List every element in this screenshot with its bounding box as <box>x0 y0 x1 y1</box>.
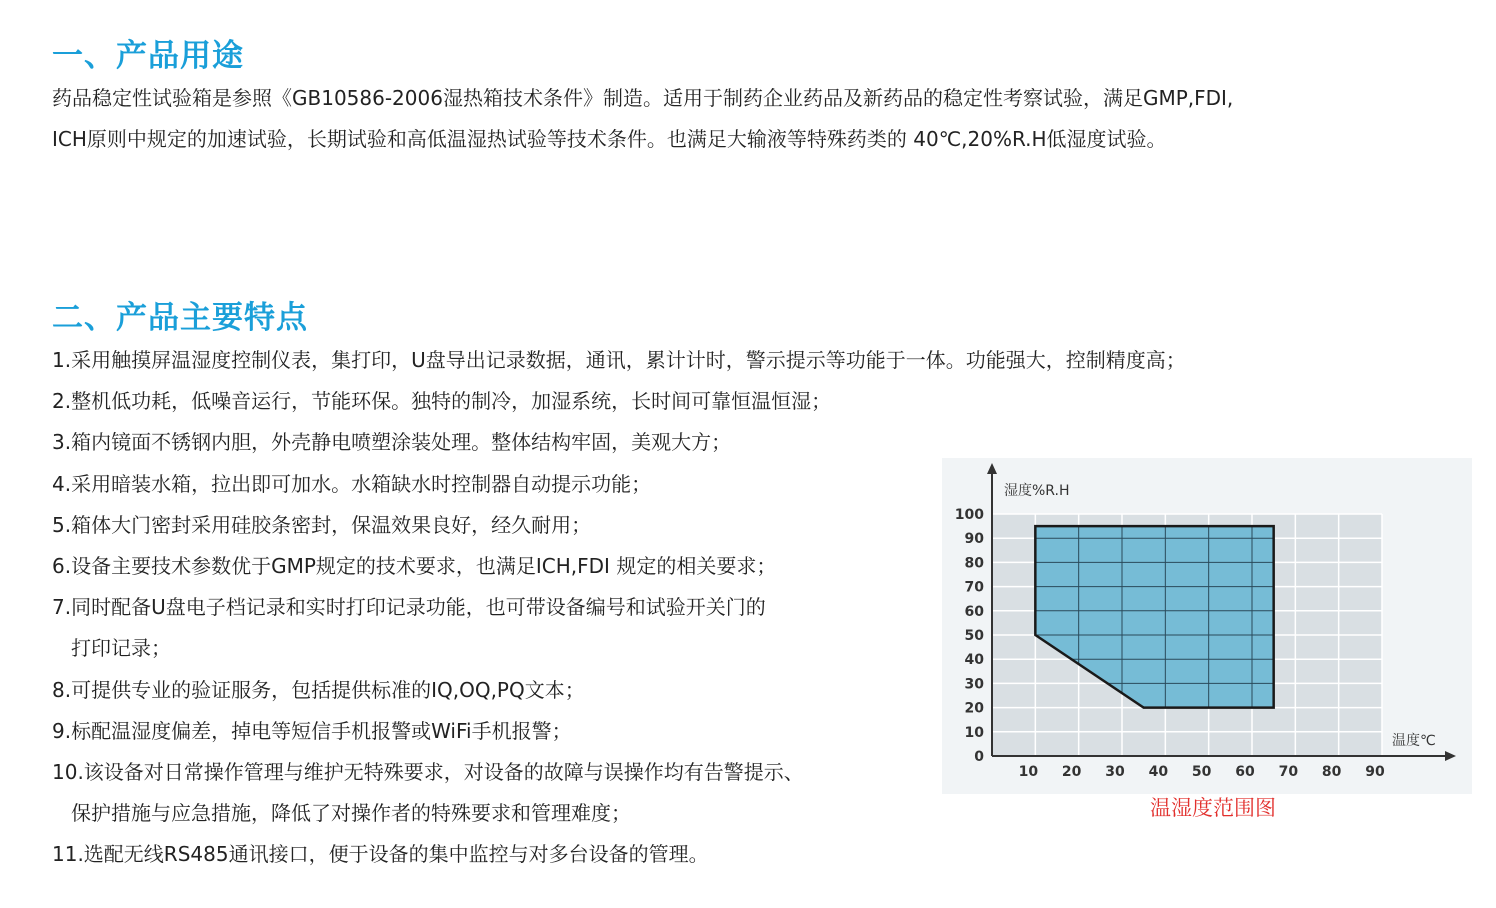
usage-paragraph <box>52 78 1452 160</box>
x-tick-label: 80 <box>1321 764 1342 780</box>
x-tick-label: 70 <box>1278 764 1299 780</box>
feature-line: 3.箱内镜面不锈钢内胆，外壳静电喷塑涂装处理。整体结构牢固，美观大方； <box>52 430 732 455</box>
x-axis-arrow <box>1445 751 1456 761</box>
feature-line: 保护措施与应急措施，降低了对操作者的特殊要求和管理难度； <box>71 801 631 826</box>
x-tick-label: 50 <box>1191 764 1212 780</box>
y-tick-label: 20 <box>964 700 984 717</box>
y-tick-label: 0 <box>974 749 984 765</box>
usage-paragraph-line: 药品稳定性试验箱是参照《GB10586-2006湿热箱技术条件》制造。适用于制药企业药品及新药品的稳定性考察试验，满足GMP,FDI, <box>52 86 1234 110</box>
x-tick-label: 30 <box>1105 764 1125 780</box>
x-tick-label: 60 <box>1235 764 1255 780</box>
temperature-humidity-chart <box>942 458 1472 794</box>
y-tick-label: 10 <box>964 724 984 741</box>
section-heading-usage: 一、产品用途 <box>52 38 244 74</box>
y-tick-label: 70 <box>964 579 984 596</box>
feature-item <box>52 381 1186 422</box>
y-tick-label: 50 <box>964 628 984 644</box>
x-tick-label: 90 <box>1365 764 1385 780</box>
feature-line: 6.设备主要技术参数优于GMP规定的技术要求，也满足ICH,FDI 规定的相关要求； <box>52 554 777 579</box>
y-tick-label: 90 <box>964 531 984 548</box>
feature-line: 11.选配无线RS485通讯接口，便于设备的集中监控与对多台设备的管理。 <box>52 842 709 867</box>
y-axis-label: 湿度%R.H <box>1004 483 1070 499</box>
x-tick-label: 20 <box>1061 764 1082 780</box>
feature-line: 1.采用触摸屏温湿度控制仪表，集打印，U盘导出记录数据，通讯，累计计时，警示提示等功能于一体。功能强大，控制精度高； <box>52 348 1186 372</box>
feature-line: 4.采用暗装水箱，拉出即可加水。水箱缺水时控制器自动提示功能； <box>52 471 652 496</box>
feature-line: 5.箱体大门密封采用硅胶条密封，保温效果良好，经久耐用； <box>52 512 592 537</box>
chart-svg <box>942 458 1472 794</box>
y-tick-label: 30 <box>964 676 984 693</box>
y-tick-label: 80 <box>964 555 984 572</box>
feature-item <box>52 834 1186 875</box>
feature-line: 9.标配温湿度偏差，掉电等短信手机报警或WiFi手机报警； <box>52 718 572 743</box>
y-tick-label: 100 <box>954 507 984 523</box>
x-axis-label: 温度℃ <box>1392 733 1436 749</box>
y-tick-label: 60 <box>964 603 984 620</box>
x-tick-label: 40 <box>1148 764 1169 780</box>
feature-line: 2.整机低功耗，低噪音运行，节能环保。独特的制冷，加湿系统，长时间可靠恒温恒湿； <box>52 389 832 414</box>
feature-line: 打印记录； <box>71 636 171 661</box>
feature-line: 10.该设备对日常操作管理与维护无特殊要求，对设备的故障与误操作均有告警提示、 <box>52 760 804 785</box>
usage-paragraph-line: ICH原则中规定的加速试验，长期试验和高低温湿热试验等技术条件。也满足大输液等特殊药类的 40℃,20%R.H低湿度试验。 <box>52 127 1167 151</box>
chart-caption: 温湿度范围图 <box>1150 796 1276 820</box>
feature-line: 8.可提供专业的验证服务，包括提供标准的IQ,OQ,PQ文本； <box>52 677 585 702</box>
feature-line: 7.同时配备U盘电子档记录和实时打印记录功能，也可带设备编号和试验开关门的 <box>52 595 766 620</box>
section-heading-features: 二、产品主要特点 <box>52 300 308 336</box>
x-tick-label: 10 <box>1018 764 1039 780</box>
y-tick-label: 40 <box>964 652 984 669</box>
feature-item <box>52 340 1186 381</box>
y-axis-arrow <box>987 463 997 474</box>
